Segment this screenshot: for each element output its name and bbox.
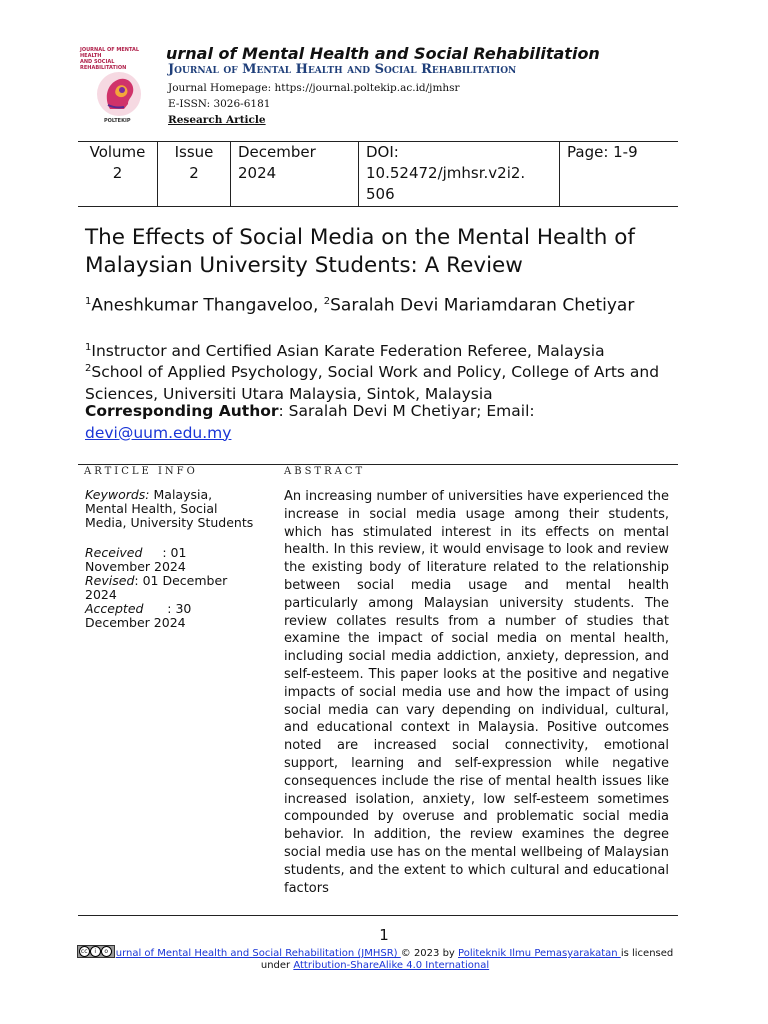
volume-label: Volume (89, 143, 146, 161)
section-divider-bottom (78, 915, 678, 916)
publisher-link[interactable]: Politeknik Ilmu Pemasyarakatan (458, 948, 621, 959)
abstract-text: An increasing number of universities have experienced the increase in social media usage among their students, which has stimulated interest in its effects on mental health. In this review, it would envisage to look and review the existing body of literature related to the relationship between social media usage and mental health particularly among Malaysian university students. The review collates results from a number of studies that examine the impact of social media on mental health, including social media addiction, anxiety, depression, and self-esteem. This paper looks at the positive and negative impacts of social media use and how the impact of using social media can vary depending on individual, cultural, and educational context in Malaysia. Positive outcomes noted are increased social connectivity, emotional support, learning and self-expression while negative consequences include the rise of mental health issues like increased isolation, anxiety, low self-esteem sometimes compounded by overuse and problematic social media behavior. In addition, the review examines the degree social media use has on the mental wellbeing of Malaysian students, and the extent to which cultural and educational factors (284, 489, 669, 896)
logo-head-icon (94, 69, 144, 119)
author2-affiliation-mark: 2 (323, 296, 331, 307)
accepted-label: Accepted (85, 601, 144, 616)
license-footer (70, 945, 680, 972)
article-info-heading: ARTICLE INFO (84, 466, 198, 477)
affiliation-1-mark: 1 (85, 342, 92, 353)
issue-month: December (238, 143, 316, 161)
paper-title: The Effects of Social Media on the Mental Health of Malaysian University Students: A Review (85, 225, 635, 278)
received-date (85, 546, 255, 574)
logo-caption-line1: JOURNAL OF MENTAL HEALTH (80, 47, 140, 59)
licensed-text: is licensed (620, 948, 674, 959)
journal-name-italic: urnal of Mental Health and Social Rehabilitation (166, 44, 600, 63)
issue-info-table (78, 141, 678, 207)
accepted-value: : 30 December 2024 (85, 601, 192, 630)
copyright-text: © 2023 by (400, 948, 459, 959)
corresponding-author-label: Corresponding Author (85, 402, 279, 420)
keywords (85, 488, 255, 530)
author-list (85, 289, 685, 319)
logo-caption-line2: AND SOCIAL REHABILITATION (80, 59, 127, 71)
journal-footer-link[interactable]: urnal of Mental Health and Social Rehabilitation (JMHSR) (115, 948, 401, 959)
author2-name: Saralah Devi Mariamdaran Chetiyar (330, 295, 635, 316)
date-cell (231, 142, 359, 206)
article-dates (85, 546, 255, 630)
volume-cell (78, 142, 158, 206)
author1-affiliation-mark: 1 (85, 296, 92, 307)
revised-date (85, 574, 255, 602)
section-divider-top (78, 464, 678, 465)
keywords-text: Malaysia, Mental Health, Social Media, University Students (85, 487, 254, 530)
journal-issn: E-ISSN: 3026-6181 (168, 98, 271, 110)
revised-label: Revised (85, 573, 135, 588)
affiliation-1-text: Instructor and Certified Asian Karate Federation Referee, Malaysia (91, 342, 605, 361)
logo-name: POLTEKIP (104, 118, 131, 124)
article-info-column (85, 488, 255, 630)
corresponding-author (85, 401, 685, 444)
license-link[interactable]: Attribution-ShareAlike 4.0 International (293, 960, 490, 971)
cc-by-sa-icon[interactable]: cc i o (77, 945, 115, 958)
page-range: Page: 1-9 (567, 143, 638, 161)
doi-cell (359, 142, 560, 206)
corresponding-email-link[interactable]: devi@uum.edu.my (85, 423, 232, 442)
pages-cell (560, 142, 678, 206)
abstract-heading: ABSTRACT (284, 466, 366, 477)
issue-label: Issue (174, 143, 214, 161)
issue-cell (158, 142, 231, 206)
journal-homepage[interactable]: Journal Homepage: https://journal.poltekip.ac.id/jmhsr (168, 82, 460, 94)
article-type: Research Article (168, 114, 266, 126)
keywords-label: Keywords: (85, 487, 150, 502)
received-value: : 01 November 2024 (85, 545, 187, 574)
issue-value: 2 (189, 164, 199, 182)
page-number: 1 (379, 926, 389, 944)
received-label: Received (85, 545, 143, 560)
affiliation-2-text: School of Applied Psychology, Social Work and Policy, College of Arts and Sciences, Universiti Utara Malaysia, Sintok, Malaysia (85, 363, 660, 403)
under-text: under (260, 960, 294, 971)
journal-logo (80, 47, 160, 131)
accepted-date (85, 602, 255, 630)
journal-name-caps: Journal of Mental Health and Social Rehabilitation (168, 62, 517, 77)
issue-year: 2024 (238, 164, 277, 182)
corresponding-author-text: : Saralah Devi M Chetiyar; Email: (278, 402, 535, 420)
doi-line1[interactable]: 10.52472/jmhsr.v2i2. (366, 164, 526, 182)
affiliation-2-mark: 2 (85, 363, 92, 374)
author1-name: Aneshkumar Thangaveloo, (91, 295, 324, 316)
doi-label: DOI: (366, 143, 399, 161)
volume-value: 2 (112, 164, 123, 182)
revised-value: : 01 December 2024 (85, 573, 228, 602)
doi-line2[interactable]: 506 (366, 185, 395, 203)
affiliation-2 (85, 358, 685, 405)
